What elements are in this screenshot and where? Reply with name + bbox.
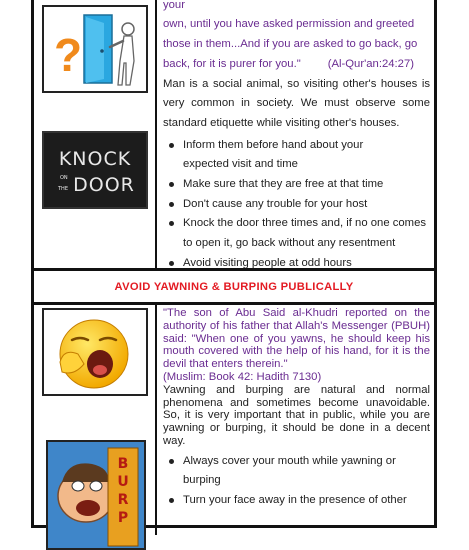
- page-frame: [31, 0, 437, 528]
- svg-text:P: P: [117, 510, 129, 526]
- yawning-list: [163, 452, 430, 511]
- svg-text:R: R: [117, 492, 129, 508]
- list-item: Always cover your mouth while yawning or burping: [163, 452, 430, 491]
- svg-text:ON: ON: [60, 175, 68, 181]
- etiquette-list: [163, 136, 430, 274]
- column-divider: [155, 0, 157, 268]
- svg-text:THE: THE: [58, 186, 68, 192]
- list-item: Inform them before hand about your expected visit and time: [163, 136, 430, 175]
- etiquette-text-block: [163, 0, 430, 274]
- burp-text: B: [117, 456, 129, 472]
- list-item: Don't cause any trouble for your host: [163, 195, 430, 215]
- etiquette-intro: Man is a social animal, so visiting other's houses is very common in society. We must observe some standard etiquette while visiting other's houses.: [163, 77, 430, 129]
- yawning-body: Yawning and burping are natural and normal phenomena and sometimes become unavoidable. So, it is very important that in public, while you are yawning or burping, it should be done in a decent way.: [163, 383, 430, 447]
- list-item: Make sure that they are free at that time: [163, 175, 430, 195]
- hadith-reference: (Muslim: Book 42: Hadith 7130): [163, 370, 322, 383]
- door-question-image: [42, 5, 148, 93]
- knock-on-the-door-image: [42, 131, 148, 209]
- quran-quote: your own, until you have asked permission and greeted those in them...And if you are asked to go back, go back, for it is purer for you." (Al-Qur'an:24:27): [163, 0, 430, 75]
- question-mark-icon: ?: [54, 29, 83, 81]
- hadith-quote: "The son of Abu Said al-Khudri reported on the authority of his father that Allah's Messenger (PBUH) said: "When one of you yawns, he should keep his mouth covered with the help of his hand, for it is the devil that enters therein.": [163, 307, 430, 371]
- yawning-section: [34, 305, 434, 535]
- list-item: Turn your face away in the presence of other: [163, 491, 430, 511]
- quran-reference: (Al-Qur'an:24:27): [327, 57, 414, 70]
- section-heading: AVOID YAWNING & BURPING PUBLICALLY: [34, 268, 434, 305]
- yawning-emoji-image: [42, 308, 148, 396]
- list-item: Avoid visiting people at odd hours: [163, 254, 430, 274]
- door-word: DOOR: [73, 174, 135, 196]
- visiting-etiquette-section: [34, 0, 434, 268]
- knock-word: KNOCK: [58, 148, 132, 170]
- burping-cartoon-image: [46, 440, 146, 550]
- yawning-text-block: [163, 307, 430, 511]
- svg-text:U: U: [117, 474, 129, 490]
- list-item: Knock the door three times and, if no one comes to open it, go back without any resentment: [163, 214, 430, 253]
- column-divider: [155, 305, 157, 535]
